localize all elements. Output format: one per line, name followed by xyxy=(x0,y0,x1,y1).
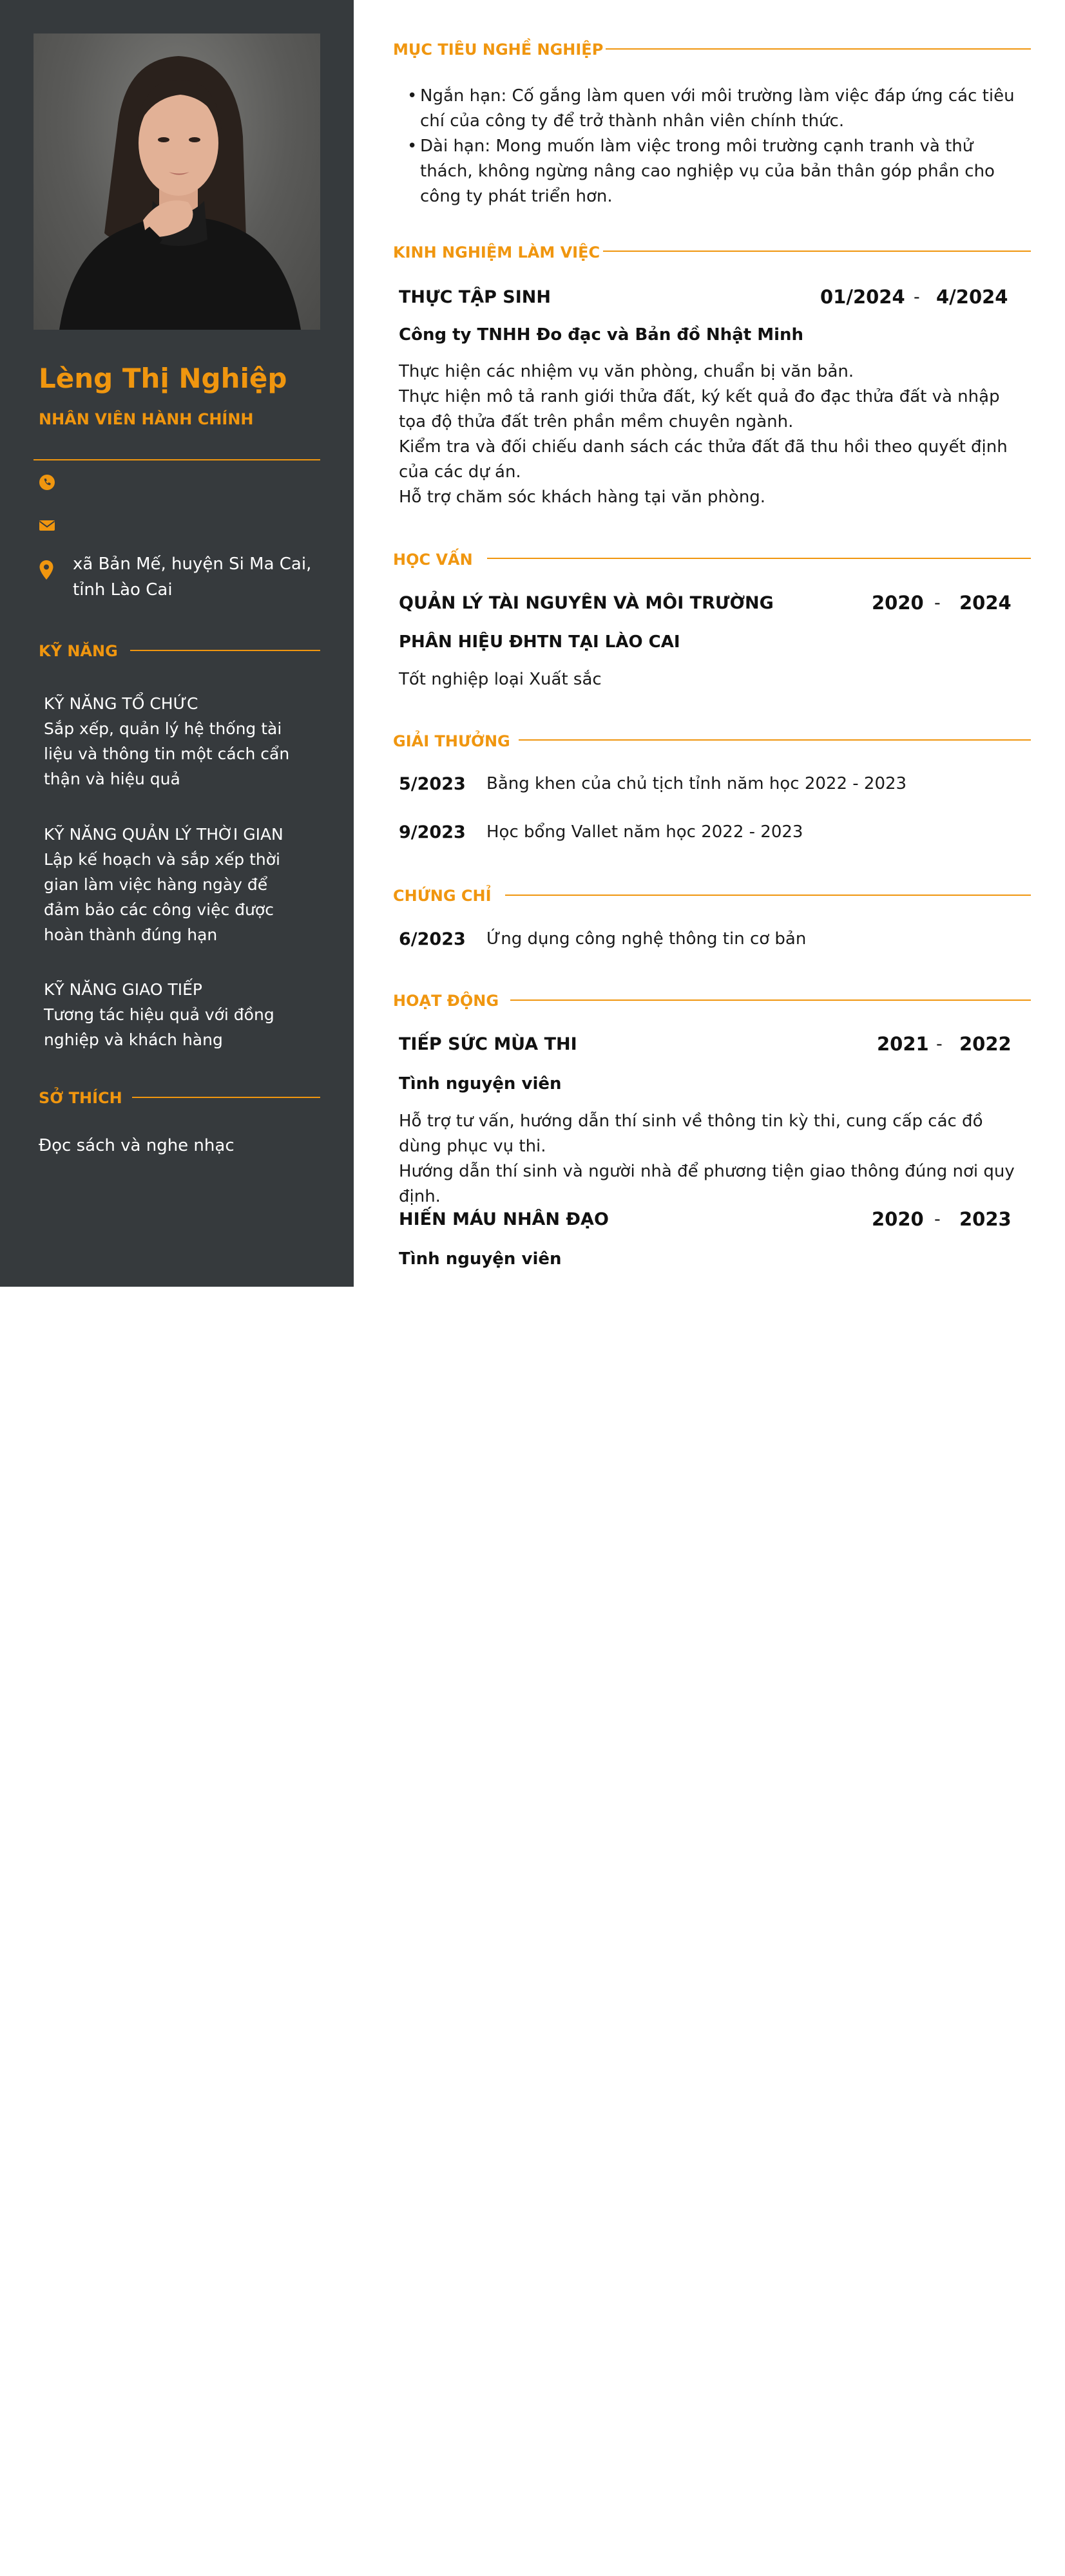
activity-end-year: 2022 xyxy=(959,1033,1012,1055)
objective-heading: MỤC TIÊU NGHỀ NGHIỆP xyxy=(393,41,604,59)
certificate-date: 6/2023 xyxy=(399,929,466,949)
activity-line: Hỗ trợ tư vấn, hướng dẫn thí sinh về thông tin kỳ thi, cung cấp các đồ dùng phục vụ thi. xyxy=(399,1112,983,1156)
experience-position: THỰC TẬP SINH xyxy=(399,287,551,307)
activity-title: TIẾP SỨC MÙA THI xyxy=(399,1034,577,1054)
experience-line: Kiểm tra và đối chiếu danh sách các thửa đất đã thu hồi theo quyết định của các dự án. xyxy=(399,437,1008,482)
certificates-rule xyxy=(505,895,1031,896)
award-date: 5/2023 xyxy=(399,774,466,794)
experience-line: Hỗ trợ chăm sóc khách hàng tại văn phòng. xyxy=(399,488,766,507)
skill-description: Lập kế hoạch và sắp xếp thời gian làm việc hàng ngày để đảm bảo các công việc được hoàn thành đúng hạn xyxy=(44,850,280,944)
objective-short-term: • Ngắn hạn: Cố gắng làm quen với môi trường làm việc đáp ứng các tiêu chí của công ty để trở thành nhân viên chính thức. xyxy=(407,84,1026,134)
activity-role: Tình nguyện viên xyxy=(399,1074,562,1094)
experience-line: Thực hiện mô tả ranh giới thửa đất, ký kết quả đo đạc thửa đất và nhập tọa độ thửa đất trên phần mềm chuyên ngành. xyxy=(399,387,1000,431)
date-separator: - xyxy=(936,1034,943,1054)
date-separator: - xyxy=(934,1209,941,1229)
objective-rule xyxy=(606,48,1031,50)
date-separator: - xyxy=(914,287,920,307)
location-pin-icon xyxy=(39,560,54,580)
experience-end-date: 4/2024 xyxy=(936,286,1008,308)
experience-rule xyxy=(603,251,1031,252)
education-heading: HỌC VẤN xyxy=(393,551,473,569)
education-rule xyxy=(487,558,1031,559)
skill-title: KỸ NĂNG GIAO TIẾP xyxy=(44,980,202,999)
experience-heading: KINH NGHIỆM LÀM VIỆC xyxy=(393,243,600,261)
address: xã Bản Mế, huyện Si Ma Cai, tỉnh Lào Cai xyxy=(73,554,312,600)
award-date: 9/2023 xyxy=(399,822,466,842)
sidebar xyxy=(0,0,354,1287)
experience-line: Thực hiện các nhiệm vụ văn phòng, chuẩn bị văn bản. xyxy=(399,362,854,381)
activity-title: HIẾN MÁU NHÂN ĐẠO xyxy=(399,1209,609,1229)
education-start-year: 2020 xyxy=(872,592,924,614)
education-school: PHÂN HIỆU ĐHTN TẠI LÀO CAI xyxy=(399,632,680,652)
sidebar-divider xyxy=(34,459,320,460)
experience-start-date: 01/2024 xyxy=(820,286,905,308)
awards-heading: GIẢI THƯỞNG xyxy=(393,732,510,750)
objective-list xyxy=(407,84,1026,209)
skill-description: Sắp xếp, quản lý hệ thống tài liệu và thông tin một cách cẩn thận và hiệu quả xyxy=(44,719,290,788)
award-text: Bằng khen của chủ tịch tỉnh năm học 2022 - 2023 xyxy=(486,774,907,793)
profile-photo xyxy=(34,33,320,330)
skill-title: KỸ NĂNG QUẢN LÝ THỜI GIAN xyxy=(44,825,283,844)
certificate-text: Ứng dụng công nghệ thông tin cơ bản xyxy=(486,929,807,949)
experience-description xyxy=(399,359,1027,510)
portrait-photo xyxy=(34,33,320,330)
activity-end-year: 2023 xyxy=(959,1208,1012,1230)
activity-description xyxy=(399,1109,1027,1209)
mail-icon xyxy=(39,517,55,534)
awards-rule xyxy=(519,739,1031,741)
phone-icon xyxy=(39,474,55,491)
activity-line: Hướng dẫn thí sinh và người nhà để phương tiện giao thông đúng nơi quy định. xyxy=(399,1162,1015,1206)
hobbies-rule xyxy=(132,1097,320,1098)
award-text: Học bổng Vallet năm học 2022 - 2023 xyxy=(486,822,803,842)
date-separator: - xyxy=(934,593,941,613)
activities-rule xyxy=(510,999,1031,1001)
skills-heading: KỸ NĂNG xyxy=(39,642,118,660)
candidate-title: NHÂN VIÊN HÀNH CHÍNH xyxy=(39,410,254,428)
activities-heading: HOẠT ĐỘNG xyxy=(393,992,499,1010)
certificates-heading: CHỨNG CHỈ xyxy=(393,887,492,905)
education-note: Tốt nghiệp loại Xuất sắc xyxy=(399,670,602,689)
activity-start-year: 2021 xyxy=(877,1033,929,1055)
skill-item xyxy=(44,977,308,1052)
education-major: QUẢN LÝ TÀI NGUYÊN VÀ MÔI TRƯỜNG xyxy=(399,593,774,613)
activity-role: Tình nguyện viên xyxy=(399,1249,562,1269)
skill-title: KỸ NĂNG TỔ CHỨC xyxy=(44,694,198,713)
candidate-name: Lèng Thị Nghiệp xyxy=(39,363,287,394)
experience-company: Công ty TNHH Đo đạc và Bản đồ Nhật Minh xyxy=(399,325,804,345)
objective-long-term: • Dài hạn: Mong muốn làm việc trong môi trường cạnh tranh và thử thách, không ngừng nâng cao nghiệp vụ của bản thân góp phần cho công ty phát triển hơn. xyxy=(407,134,1026,209)
skill-item xyxy=(44,691,308,791)
education-end-year: 2024 xyxy=(959,592,1012,614)
hobbies-heading: SỞ THÍCH xyxy=(39,1089,122,1107)
skill-description: Tương tác hiệu quả với đồng nghiệp và khách hàng xyxy=(44,1005,274,1049)
hobbies-text: Đọc sách và nghe nhạc xyxy=(39,1136,235,1155)
activity-start-year: 2020 xyxy=(872,1208,924,1230)
skill-item xyxy=(44,822,308,947)
skills-rule xyxy=(130,650,320,651)
